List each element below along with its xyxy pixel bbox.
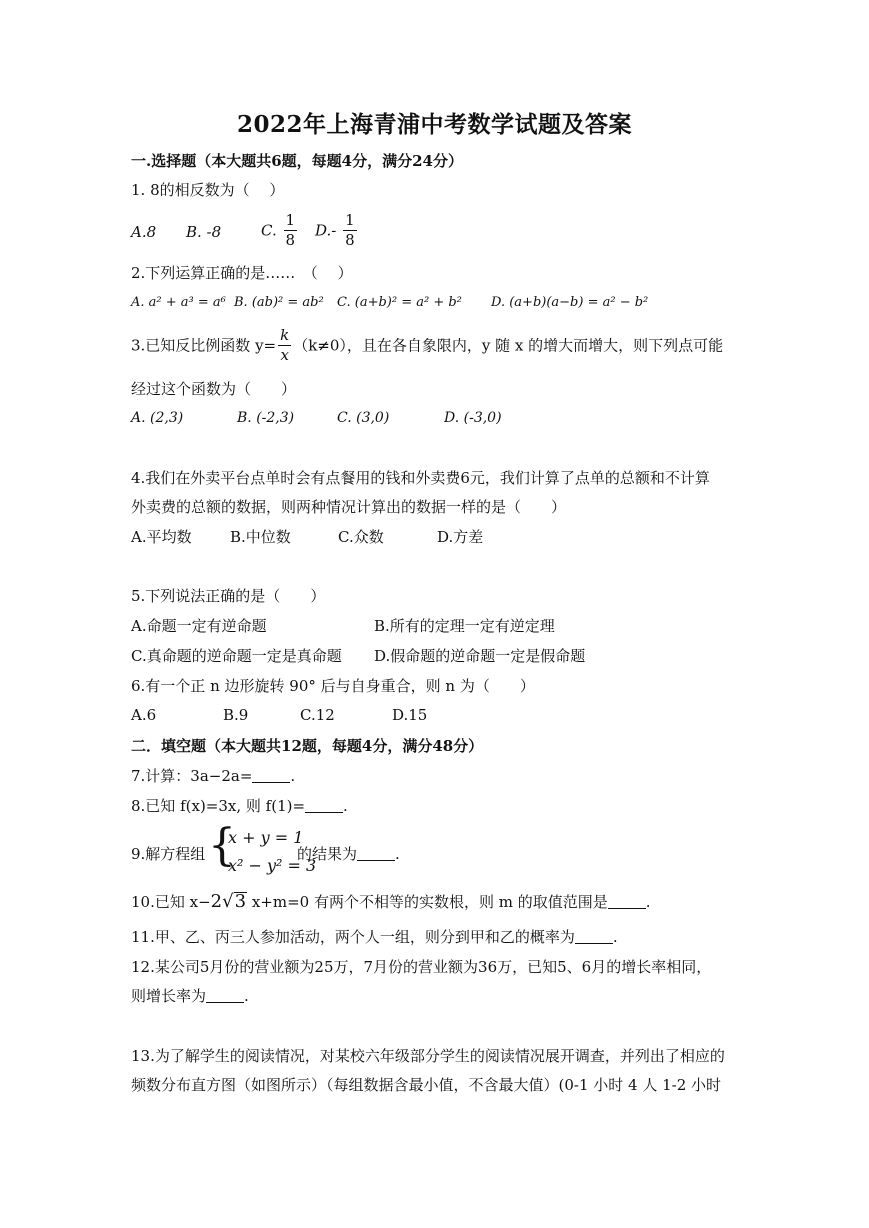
- q6-option-c: C.12: [300, 706, 335, 724]
- q3-option-c: C. (3,0): [337, 410, 390, 426]
- q3-fraction: [278, 326, 291, 365]
- q5-option-a: A.命题一定有逆命题: [131, 617, 267, 635]
- answer-blank[interactable]: [357, 846, 395, 861]
- q1-option-d-fraction: [343, 211, 357, 250]
- answer-blank[interactable]: [608, 894, 646, 909]
- q4-option-c: C.众数: [338, 528, 384, 546]
- q1-option-c-label: C.: [261, 221, 277, 240]
- q2-option-d: D. (a+b)(a−b) = a² − b²: [491, 295, 649, 310]
- q10-end: .: [645, 893, 651, 911]
- q11-end: .: [612, 928, 618, 946]
- q2-option-c: C. (a+b)² = a² + b²: [337, 295, 462, 310]
- fraction-denominator: x: [280, 346, 289, 364]
- question-8: [131, 796, 348, 816]
- question-3-stem-cont: 经过这个函数为（ ）: [131, 380, 297, 398]
- q3-stem-prefix: 3.已知反比例函数 y=: [131, 336, 277, 355]
- fraction-numerator: 1: [285, 211, 296, 229]
- q11-text: 11.甲、乙、丙三人参加活动，两个人一组，则分到甲和乙的概率为: [131, 928, 575, 946]
- q10-coefficient: 2: [210, 891, 223, 912]
- question-12-line-1: 12.某公司5月份的营业额为25万，7月份的营业额为36万，已知5、6月的增长率相同，: [131, 958, 712, 976]
- q7-text: 7.计算：3a−2a=: [131, 767, 253, 785]
- section-heading-fill-in: 二．填空题（本大题共12题，每题4分，满分48分）: [131, 737, 484, 755]
- question-3-stem: [131, 326, 723, 365]
- q2-option-a: A. a² + a³ = a⁶: [131, 295, 226, 310]
- q3-stem-suffix: （k≠0），且在各自象限内，y 随 x 的增大而增大，则下列点可能: [293, 336, 724, 355]
- q8-text: 8.已知 f(x)=3x, 则 f(1)=: [131, 797, 306, 815]
- q9-end: .: [395, 845, 400, 863]
- q10-text-pre: 10.已知 x−: [131, 893, 211, 911]
- q6-option-a: A.6: [131, 706, 157, 724]
- fraction-numerator: k: [280, 326, 290, 344]
- question-2-stem: 2.下列运算正确的是…… （ ）: [131, 264, 353, 282]
- q1-option-d-label: D.-: [315, 221, 337, 240]
- question-10: [131, 892, 651, 912]
- q4-option-b: B.中位数: [230, 528, 291, 546]
- document-title: 2022年上海青浦中考数学试题及答案: [236, 111, 632, 138]
- question-4-stem-cont: 外卖费的总额的数据，则两种情况计算出的数据一样的是（ ）: [131, 498, 567, 516]
- question-11: [131, 927, 618, 947]
- q12-text: 则增长率为: [131, 987, 207, 1005]
- q7-end: .: [290, 767, 296, 785]
- q3-option-a: A. (2,3): [131, 410, 184, 426]
- question-7: [131, 766, 295, 786]
- q10-text-post: x+m=0 有两个不相等的实数根，则 m 的取值范围是: [247, 893, 608, 911]
- q1-option-c-fraction: [284, 211, 298, 250]
- q9-equation-1: x + y = 1: [228, 828, 304, 847]
- section-heading-choice: 一.选择题（本大题共6题，每题4分，满分24分）: [131, 152, 463, 170]
- q12-end: .: [244, 987, 249, 1005]
- fraction-numerator: 1: [345, 211, 355, 229]
- question-5-stem: 5.下列说法正确的是（ ）: [131, 587, 326, 605]
- q6-option-b: B.9: [223, 706, 249, 724]
- fraction-denominator: 8: [285, 231, 296, 249]
- equation-brace: {: [208, 820, 236, 871]
- q5-option-b: B.所有的定理一定有逆定理: [374, 617, 555, 635]
- q5-option-c: C.真命题的逆命题一定是真命题: [131, 647, 342, 665]
- q3-option-d: D. (-3,0): [444, 410, 502, 426]
- q6-option-d: D.15: [392, 706, 428, 724]
- question-6-stem: 6.有一个正 n 边形旋转 90° 后与自身重合，则 n 为（ ）: [131, 677, 535, 695]
- q1-option-b: B. -8: [186, 223, 222, 241]
- q1-option-c: [261, 211, 299, 250]
- answer-blank[interactable]: [575, 929, 613, 944]
- fraction-denominator: 8: [345, 231, 355, 249]
- q1-option-a: A.8: [131, 223, 157, 241]
- answer-blank[interactable]: [206, 988, 244, 1003]
- question-13-line-2: 频数分布直方图（如图所示）（每组数据含最小值，不含最大值）(0-1 小时 4 人 1-2 小时: [131, 1076, 722, 1094]
- question-4-stem: 4.我们在外卖平台点单时会有点餐用的钱和外卖费6元，我们计算了点单的总额和不计算: [131, 469, 710, 487]
- q2-option-b: B. (ab)² = ab²: [234, 295, 324, 310]
- q9-suffix: [297, 844, 400, 864]
- q9-text: 的结果为: [297, 845, 358, 863]
- q4-option-d: D.方差: [437, 528, 484, 546]
- q5-option-d: D.假命题的逆命题一定是假命题: [374, 647, 586, 665]
- q1-option-d: [315, 211, 359, 250]
- question-12-line-2: [131, 986, 249, 1006]
- question-13-line-1: 13.为了解学生的阅读情况，对某校六年级部分学生的阅读情况展开调查，并列出了相应的: [131, 1047, 725, 1065]
- question-1-stem: 1. 8的相反数为（ ）: [131, 181, 285, 199]
- q10-radicand: 3: [234, 891, 247, 912]
- answer-blank[interactable]: [252, 768, 290, 783]
- q4-option-a: A.平均数: [131, 528, 192, 546]
- q3-option-b: B. (-2,3): [237, 410, 295, 426]
- sqrt-symbol: √: [222, 891, 234, 912]
- answer-blank[interactable]: [305, 798, 343, 813]
- q9-prefix: 9.解方程组: [131, 845, 206, 863]
- q9-equation-2: x² − y² = 3: [228, 856, 317, 875]
- q8-end: .: [343, 797, 348, 815]
